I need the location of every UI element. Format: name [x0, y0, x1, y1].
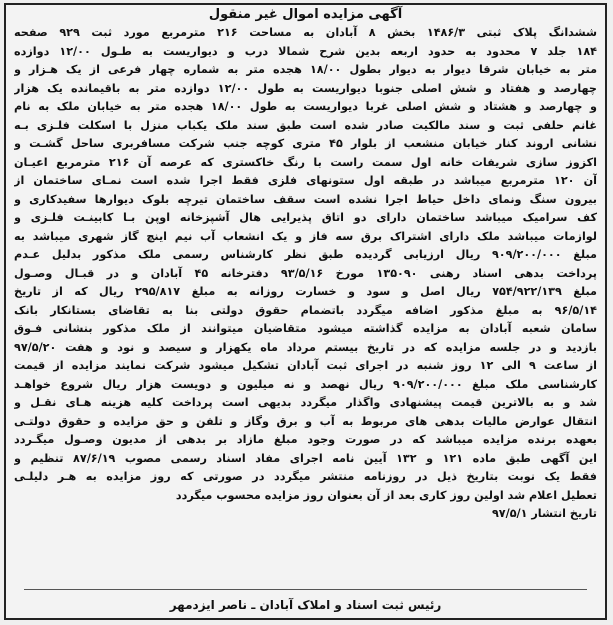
notice-line: ۱۸۴ جلد ۷ محدود به حدود اربعه بدین شرح شمالا درب و دیواریست به طـول ۱۲/۰۰ دوازده: [14, 44, 597, 58]
notice-line: غانم حلفی ثبت و سند مالکیت صادر شده است طبق سند ملک یکباب منزل با اسکلت فلـزی بـه: [14, 118, 597, 132]
notice-line: لوازمات میباشد ملک دارای اشتراک برق سه فاز و یک انشعاب آب نیم اینچ گاز شهری میباشد به: [14, 229, 597, 243]
notice-line: کارشناسی ملک مبلغ ۹۰۹/۲۰۰/۰۰۰ ریال نهصد و نه میلیون و دویست هزار ریال شروع خواهـد: [14, 377, 597, 391]
notice-line: بعهده برنده مزایده میباشد که در صورت وجود مبلغ مازاد بر بدهی از مدیون وصـول میگـردد: [14, 433, 597, 446]
notice-line: نشانی اروند کنار خیابان منشعب از بلوار ۴۵ متری کوچه جنب شرکت مسافربری ساحل گشـت و: [14, 137, 597, 150]
notice-line: بازدید و در جلسه مزایده که در تاریخ بیستم مرداد ماه یکهزار و سیصد و نود و هفت ۹۷/۵/۲۰: [14, 340, 597, 354]
publication-date: تاریخ انتشار ۹۷/۵/۱: [491, 507, 597, 520]
notice-line: فقط یک نوبت بتاریخ ذیل در روزنامه منتشر میگردد در صورتی که روز مزایده به هـر دلیلـی: [14, 470, 597, 483]
notice-line: شد و به بالاترین قیمت پیشنهادی واگذار میگردد بدیهی است پرداخت کلیه هزینه هـای نقـل و: [14, 396, 597, 409]
notice-line: انتقال عوارض مالیات بدهی های مربوط به آب و برق وگاز و تلفن و حق مزایده و حقوق دولتـی: [14, 414, 597, 428]
notice-line: ششدانگ پلاک ثبتی ۱۴۸۶/۳ بخش ۸ آبادان به مساحت ۲۱۶ مترمربع مورد ثبت ۹۲۹ صفحه: [14, 26, 597, 39]
notice-line: ۹۶/۵/۱۴ به مبلغ مذکور اضافه میگردد باتضمام حقوق دولتی بنا به تقاضای بستانکار بانک: [14, 303, 597, 317]
notice-line: مبلغ ۷۵۴/۹۲۲/۱۳۹ ریال اصل و سود و خسارت روزانه به مبلغ ۲۹۵/۸۱۷ ریال که از تاریخ: [14, 285, 597, 298]
notice-line: مبلغ ۹۰۹/۲۰۰/۰۰۰ ریال ارزیابی گردیده طبق نظر کارشناس رسمی ملک مذکور بدلیل عـدم: [14, 248, 597, 261]
notice-line: اکزوز سازی شریفات خانه اول سمت راست با رنگ خاکستری که عرصه آن ۲۱۶ مترمربع اعیـان: [14, 155, 597, 169]
notice-body: [14, 24, 597, 524]
notice-title: آگهی مزایده اموال غیر منقول: [208, 7, 403, 22]
notice-line: متر به خیابان شرقا دیوار به دیوار بطول ۱۸/۰۰ هجده متر به شماره چهار فرعی از یک هـزار و: [14, 63, 597, 76]
notice-signature: رئیس ثبت اسناد و املاک آبادان ـ ناصر ایزدمهر: [24, 589, 587, 612]
notice-line: آن ۱۲۰ مترمربع میباشد در طبقه اول ستونهای فلزی فقط اجرا شده است نمـای ساختمان از: [14, 174, 597, 187]
notice-line: بیرون سنگ ونمای داخل حیاط اجرا نشده است سقف ساختمان تیرچه بلوک دیوارها سفیدکاری و: [14, 192, 597, 206]
notice-line: چهارصد و هفتاد و شش اصلی جنوبا دیواریست به طول ۱۲/۰۰ دوازده متر به باقیمانده یک هزار: [14, 81, 597, 95]
notice-line: کف سرامیک میباشد ساختمان دارای دو اتاق پذیرایی هال آشپزخانه اوپن بـا کابینـت فلـزی و: [14, 211, 597, 224]
notice-line: پرداخت بدهی اسناد رهنی ۱۳۵۰۹۰ مورخ ۹۳/۵/۱۶ دفترخانه ۴۵ آبادان و در قبـال وصـول: [14, 266, 597, 280]
notice-line: از ساعت ۹ الی ۱۲ روز شنبه در اجرای ثبت آبادان تشکیل میشود شرکت نمایند مزایده از قیمت: [14, 359, 597, 372]
notice-line: تعطیل اعلام شد اولین روز کاری بعد از آن بعنوان روز مزایده محسوب میگردد: [175, 488, 597, 502]
auction-notice: [4, 3, 607, 620]
notice-line: سامان شعبه آبادان به مزایده گذاشته میشود متقاضیان میتوانند از ملک مذکور بنشانی فـوق: [14, 322, 597, 335]
notice-line: و چهارصد و هشتاد و شش اصلی غربا دیواریست به طول ۱۸/۰۰ هجده متر به خیابان ملک به نام: [14, 100, 597, 113]
notice-line: این آگهی طبق ماده ۱۲۱ و ۱۳۲ آیین نامه اجرای مفاد اسناد رسمی مصوب ۸۷/۶/۱۹ تنظیم و: [14, 451, 597, 465]
